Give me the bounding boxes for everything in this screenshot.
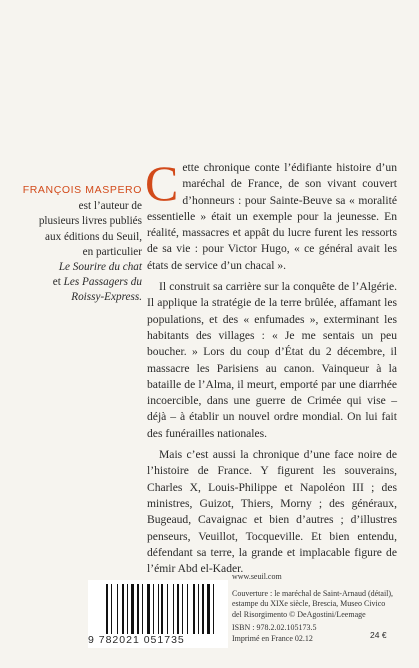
barcode-bar [164,584,166,634]
website: www.seuil.com [232,572,282,581]
barcode-bar [144,584,146,634]
barcode-bar [207,584,210,634]
back-cover-text [145,155,397,582]
price: 24 € [370,630,387,640]
barcode-bar [193,584,195,634]
bio-book-title: et Les Passagers du [52,276,142,289]
barcode-bar [184,584,186,634]
barcode-bar [200,584,201,634]
barcode-bar [196,584,197,634]
isbn: ISBN : 978.2.02.105173.5 [232,623,317,633]
barcode-bar [198,584,199,634]
barcode-bar [159,584,160,634]
barcode-bar [127,584,128,634]
bio-book-title: Le Sourire du chat [58,261,142,274]
barcode-bar [215,584,217,634]
barcode-bar [142,584,143,634]
barcode [88,580,228,648]
barcode-bar [125,584,126,634]
barcode-bar [189,584,192,634]
barcode-bar [182,584,183,634]
barcode-bar [147,584,150,634]
barcode-bar [205,584,206,634]
author-name: FRANÇOIS MASPERO [22,184,142,196]
barcode-bar [137,584,139,634]
barcode-bar [119,584,121,634]
bio-line: en particulier [82,245,142,258]
barcode-bar [161,584,163,634]
bio-line: est l’auteur de [78,200,142,213]
cover-credit-line: estampe du XIXe siècle, Brescia, Museo Civico [232,599,386,609]
barcode-bar [175,584,176,634]
barcode-bar [211,584,212,634]
barcode-bar [135,584,136,634]
barcode-bars [106,584,218,634]
barcode-bar [109,584,110,634]
barcode-bar [202,584,204,634]
barcode-bar [117,584,118,634]
barcode-bar [153,584,154,634]
barcode-bar [131,584,134,634]
barcode-bar [213,584,214,634]
barcode-bar [140,584,141,634]
drop-cap: C [145,155,179,211]
barcode-bar [106,584,108,634]
barcode-bar [129,584,130,634]
barcode-bar [180,584,181,634]
paragraph: Cette chronique conte l’édifiante histoire d’un maréchal de France, de son vivant couvert d’honneurs : pour Sainte-Beuve sa « moralité essentielle » était un exemple pour la jeunesse. En réalité, massacres et appât du lucre furent les ressorts de sa vie : pour Victor Hugo, « ce général avait les états de service d’un chacal ». [145,155,397,272]
barcode-bar [111,584,112,634]
barcode-bar [169,584,172,634]
paragraph: Mais c’est aussi la chronique d’une face noire de l’histoire de France. Y figurent les souverains, Charles X, Louis-Philippe et Napoléon III ; des ministres, Guizot, Thiers, Morny ; des généraux, Bugeaud, Cavaignac et bien d’autres ; d’illustres penseurs, Veuillot, Tocqueville. Et bien entendu, défendant sa terre, la grande et implacable figure de l’émir Abd el-Kader. [147,448,397,576]
bio-book-title: Roissy-Express. [71,291,142,304]
barcode-bar [173,584,174,634]
cover-credit-line: del Risorgimento © DeAgostini/Leemage [232,609,366,619]
barcode-bar [158,584,159,634]
bio-line: plusieurs livres publiés [38,215,142,228]
barcode-bar [151,584,152,634]
barcode-bar [122,584,124,634]
barcode-bar [187,584,188,634]
printed-in: Imprimé en France 02.12 [232,633,313,643]
paragraph: Il construit sa carrière sur la conquête de l’Algérie. Il applique la stratégie de la terre brûlée, affamant les populations, et des « enfumades », exterminant les habitants des villages : « Je me sentais un peu boucher. » Lors du coup d’État du 2 décembre, il massacre les Parisiens au canon. Vainqueur à la bataille de l’Alma, il meurt, emporté par une diarrhée incoercible, dans une guerre de Crimée qui vise – déjà – à établir un nouvel ordre mondial. On lui fait des funérailles nationales. [147,280,397,440]
cover-credit-line: Couverture : le maréchal de Saint-Arnaud (détail), [232,588,394,598]
barcode-bar [155,584,157,634]
author-bio [18,183,142,306]
barcode-bar [167,584,168,634]
bio-line: aux éditions du Seuil, [45,230,142,243]
barcode-bar [113,584,116,634]
barcode-bar [177,584,179,634]
barcode-digits: 9 782021 051735 [88,634,185,646]
